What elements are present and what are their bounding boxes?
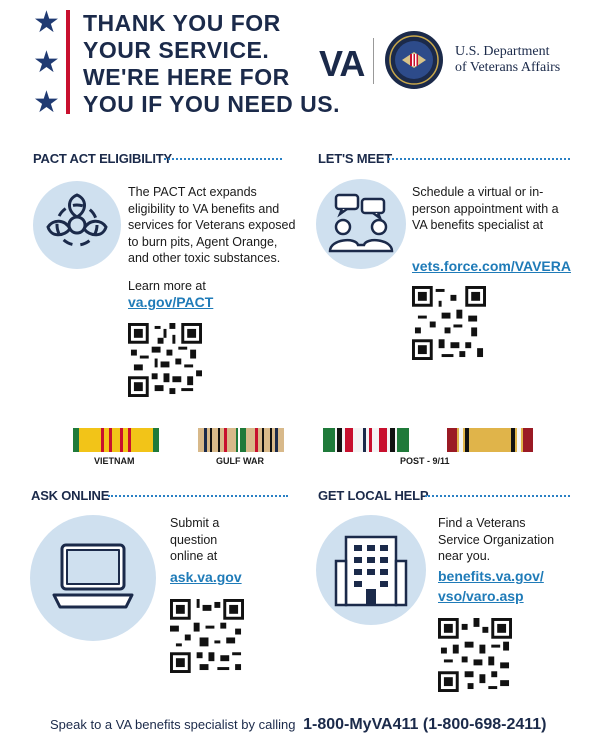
ask-link[interactable]: ask.va.gov: [170, 569, 242, 585]
meet-body: Schedule a virtual or in-person appointment with a VA benefits specialist at: [412, 185, 559, 232]
phone-number[interactable]: 1-800-MyVA411 (1-800-698-2411): [303, 716, 547, 733]
post-911-ribbon-1: [323, 428, 409, 452]
ribbon-label: VIETNAM: [94, 456, 135, 466]
local-body: Find a Veterans Service Organization near you.: [438, 516, 555, 563]
local-icon-circle: [316, 515, 426, 625]
headline-line: YOU IF YOU NEED US.: [83, 91, 341, 117]
local-link[interactable]: vso/varo.asp: [438, 588, 524, 604]
star-icon: ★: [33, 85, 60, 120]
ribbon-label: POST - 9/11: [400, 456, 450, 466]
meet-icon-circle: [316, 179, 406, 269]
dotted-divider: [108, 495, 288, 497]
ask-section-title: ASK ONLINE: [31, 488, 110, 503]
headline-line: WE'RE HERE FOR: [83, 64, 290, 90]
headline-line: THANK YOU FOR: [83, 10, 281, 36]
star-icon: ★: [33, 45, 60, 80]
meet-section-title: LET'S MEET: [318, 151, 393, 166]
department-name: [455, 44, 560, 76]
red-accent-bar: [66, 10, 70, 114]
meeting-people-icon: [316, 179, 406, 269]
footer: [50, 716, 547, 734]
local-section-title: GET LOCAL HELP: [318, 488, 429, 503]
laptop-icon: [30, 515, 156, 641]
pact-learn-more: Learn more at: [128, 279, 206, 293]
dotted-divider: [164, 158, 282, 160]
headline-line: YOUR SERVICE.: [83, 37, 270, 63]
qr-code[interactable]: [128, 323, 202, 397]
vietnam-ribbon: [73, 428, 159, 452]
star-icon: ★: [33, 5, 60, 40]
ask-body: Submit a question online at: [170, 516, 220, 563]
department-line: of Veterans Affairs: [455, 60, 561, 75]
pact-section-title: PACT ACT ELIGIBILITY: [33, 151, 172, 166]
meet-link[interactable]: vets.force.com/VAVERA: [412, 258, 571, 274]
va-logo: VA: [319, 43, 365, 84]
gulf-war-ribbon: [198, 428, 284, 452]
va-seal-icon: [384, 30, 444, 90]
pact-link[interactable]: va.gov/PACT: [128, 294, 214, 310]
ask-icon-circle: [30, 515, 156, 641]
dotted-divider: [425, 495, 570, 497]
building-icon: [316, 515, 426, 625]
biohazard-icon: [33, 181, 121, 269]
qr-code[interactable]: [170, 599, 244, 673]
stars-column: [33, 5, 63, 128]
ribbon-label: GULF WAR: [216, 456, 264, 466]
dotted-divider: [388, 158, 570, 160]
pact-icon-circle: [33, 181, 121, 269]
qr-code[interactable]: [438, 618, 512, 692]
local-link[interactable]: benefits.va.gov/: [438, 568, 544, 584]
pact-body: The PACT Act expands eligibility to VA benefits and services for Veterans exposed to burn pits, Agent Orange, and other toxic substances.: [128, 185, 296, 265]
post-911-ribbon-2: [447, 428, 533, 452]
department-line: U.S. Department: [455, 44, 550, 59]
logo-divider: [373, 38, 374, 84]
footer-text: Speak to a VA benefits specialist by calling: [50, 717, 296, 732]
qr-code[interactable]: [412, 286, 486, 360]
headline: [83, 10, 341, 118]
